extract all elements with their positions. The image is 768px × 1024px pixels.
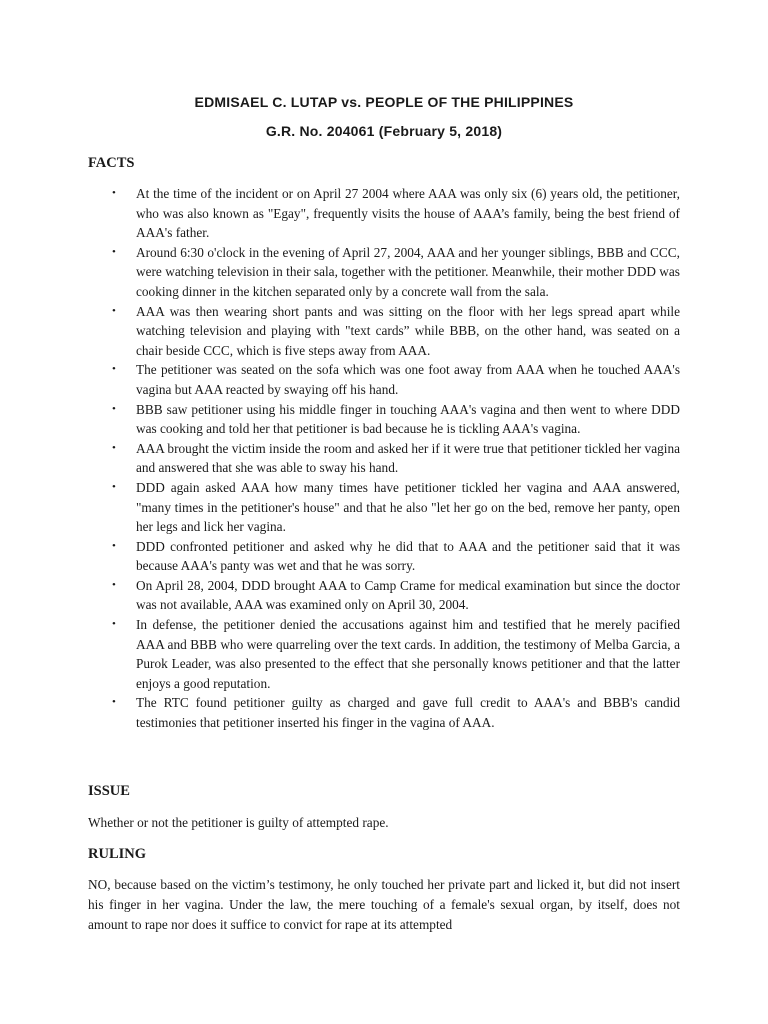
fact-text: Around 6:30 o'clock in the evening of April 27, 2004, AAA and her younger siblings, BBB and CCC, were watching television in their sala, together with the petitioner. Meanwhile, their mother DDD was cooking dinner in the kitchen separated only by a concrete wall from the sala. xyxy=(136,244,680,299)
fact-item xyxy=(88,400,680,439)
fact-text: At the time of the incident or on April 27 2004 where AAA was only six (6) years old, the petitioner, who was also known as "Egay", frequently visits the house of AAA’s family, being the best friend of AAA's father. xyxy=(136,186,680,241)
fact-item xyxy=(88,184,680,243)
fact-text: On April 28, 2004, DDD brought AAA to Camp Crame for medical examination but since the doctor was not available, AAA was examined only on April 30, 2004. xyxy=(136,577,680,613)
issue-text: Whether or not the petitioner is guilty of attempted rape. xyxy=(88,815,389,830)
fact-text: BBB saw petitioner using his middle finger in touching AAA's vagina and then went to where DDD was cooking and told her that petitioner is bad because he is tickling AAA's vagina. xyxy=(136,401,680,437)
bullet-icon: • xyxy=(112,245,116,258)
document-page xyxy=(88,0,680,1024)
fact-text: In defense, the petitioner denied the accusations against him and testified that he merely pacified AAA and BBB who were quarreling over the text cards. In addition, the testimony of Melba Garcia, a Purok Leader, was also presented to the effect that she personally knows petitioner and that the latter enjoys a good reputation. xyxy=(136,617,680,691)
fact-text: DDD again asked AAA how many times have petitioner tickled her vagina and AAA answered, "many times in the petitioner's house" and that he also "let her go on the bed, remove her panty, open her legs and lick her vagina. xyxy=(136,479,680,535)
fact-text: DDD confronted petitioner and asked why he did that to AAA and the petitioner said that it was because AAA's panty was wet and that he was sorry. xyxy=(136,538,680,574)
fact-item xyxy=(88,302,680,361)
fact-item xyxy=(88,537,680,576)
bullet-icon: • xyxy=(112,539,116,552)
fact-text: The petitioner was seated on the sofa which was one foot away from AAA when he touched AAA's vagina but AAA reacted by swaying off his hand. xyxy=(136,362,680,397)
ruling-heading: RULING xyxy=(88,846,147,862)
case-title: EDMISAEL C. LUTAP vs. PEOPLE OF THE PHILIPPINES xyxy=(194,94,574,110)
fact-item xyxy=(88,243,680,302)
bullet-icon: • xyxy=(112,441,116,454)
fact-item xyxy=(88,360,680,399)
ruling-text: NO, because based on the victim’s testimony, he only touched her private part and licked it, but did not insert his finger in her vagina. Under the law, the mere touching of a female's sexual organ, by itself, does not amount to rape nor does it suffice to convict for rape at its attempted xyxy=(88,877,680,932)
bullet-icon: • xyxy=(112,363,116,376)
bullet-icon: • xyxy=(112,187,116,199)
fact-item xyxy=(88,478,680,537)
fact-item xyxy=(88,615,680,693)
facts-heading: FACTS xyxy=(88,155,135,171)
fact-item xyxy=(88,576,680,615)
case-citation: G.R. No. 204061 (February 5, 2018) xyxy=(265,123,503,139)
bullet-icon: • xyxy=(112,402,116,415)
facts-list xyxy=(88,184,680,733)
fact-item xyxy=(88,693,680,732)
fact-text: AAA was then wearing short pants and was sitting on the floor with her legs spread apart while watching television and playing with "text cards” while BBB, on the other hand, was seated on a chair beside CCC, which is five steps away from AAA. xyxy=(136,303,680,358)
bullet-icon: • xyxy=(112,304,116,317)
bullet-icon: • xyxy=(112,480,116,493)
fact-text: AAA brought the victim inside the room and asked her if it were true that petitioner tickled her vagina and answered that she was able to sway his hand. xyxy=(136,440,680,476)
bullet-icon: • xyxy=(112,696,116,709)
bullet-icon: • xyxy=(112,578,116,591)
bullet-icon: • xyxy=(112,618,116,631)
fact-text: The RTC found petitioner guilty as charged and gave full credit to AAA's and BBB's candid testimonies that petitioner inserted his finger in the vagina of AAA. xyxy=(136,695,680,731)
issue-heading: ISSUE xyxy=(88,783,130,799)
fact-item xyxy=(88,439,680,478)
